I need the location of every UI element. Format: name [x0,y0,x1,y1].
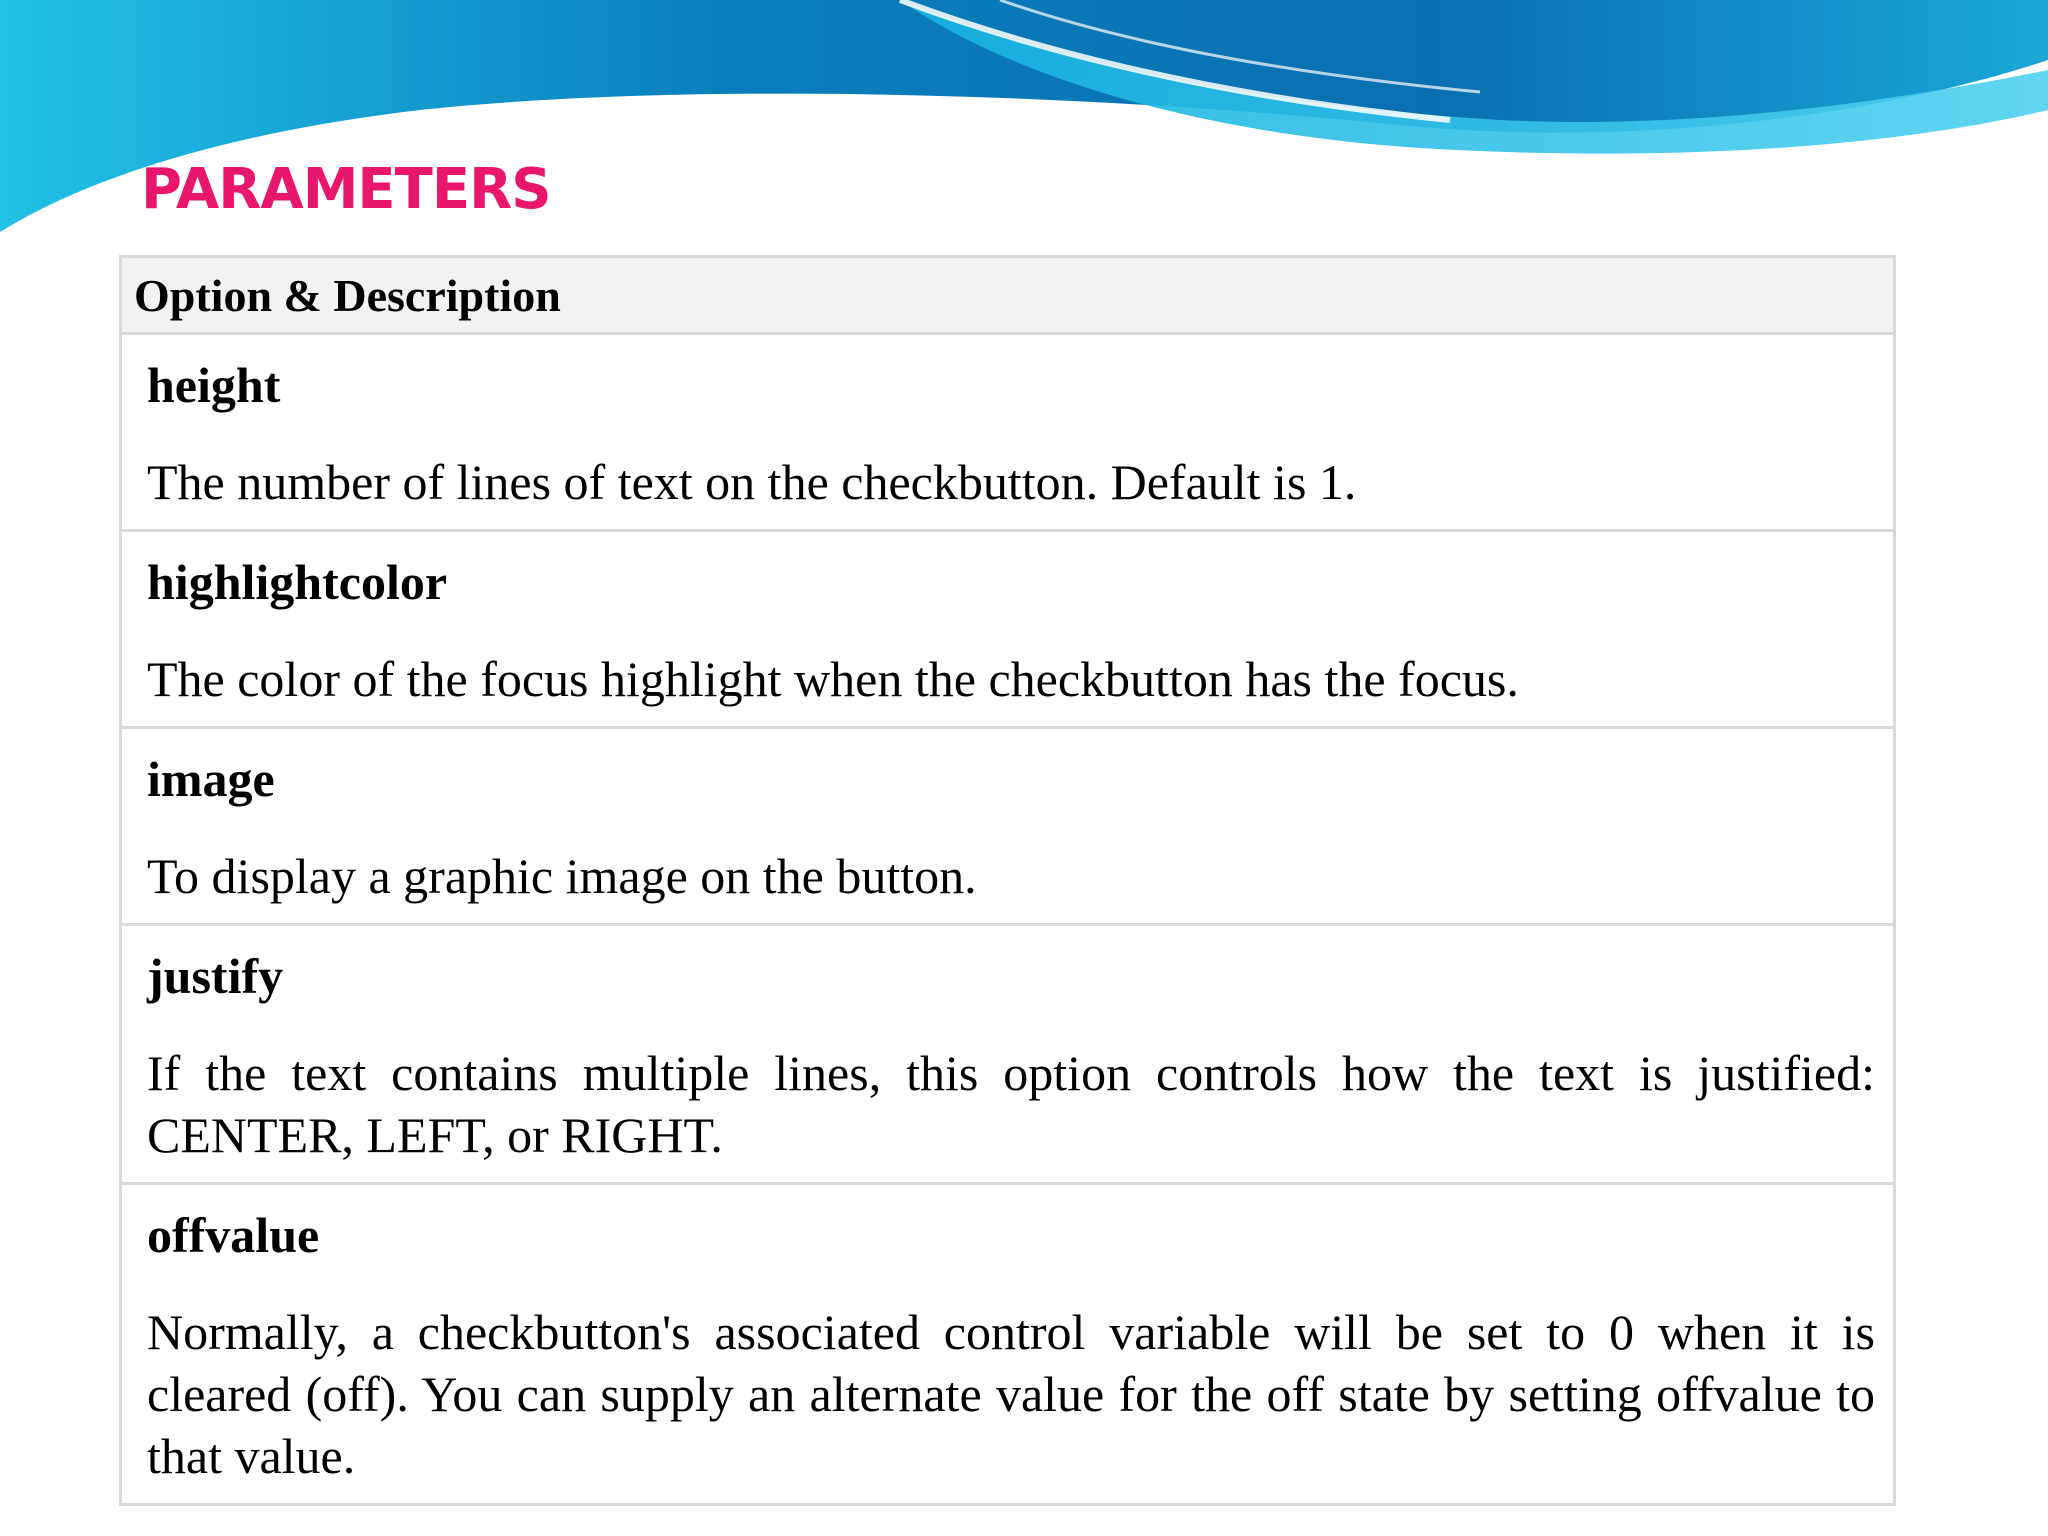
table-row [122,923,1893,1182]
option-description: The number of lines of text on the checkbutton. Default is 1. [147,454,1357,510]
option-name: highlightcolor [147,554,448,610]
option-name: height [147,357,281,413]
option-description: The color of the focus highlight when the checkbutton has the focus. [147,651,1519,707]
parameters-table [119,255,1896,1506]
table-body [122,335,1893,1503]
option-name: image [147,751,275,807]
option-description: Normally, a checkbutton's associated control variable will be set to 0 when it is cleared (off). You can supply an alternate value for the off state by setting offvalue to that value. [147,1304,1875,1484]
table-row [122,335,1893,529]
option-description: To display a graphic image on the button. [147,848,977,904]
table-header: Option & Description [122,258,1893,335]
option-name: offvalue [147,1207,320,1263]
table-row [122,726,1893,923]
slide-title: PARAMETERS [141,157,551,222]
option-description: If the text contains multiple lines, this option controls how the text is justified: CENTER, LEFT, or RIGHT. [147,1045,1875,1163]
table-row [122,529,1893,726]
option-name: justify [147,948,284,1004]
table-row [122,1182,1893,1503]
